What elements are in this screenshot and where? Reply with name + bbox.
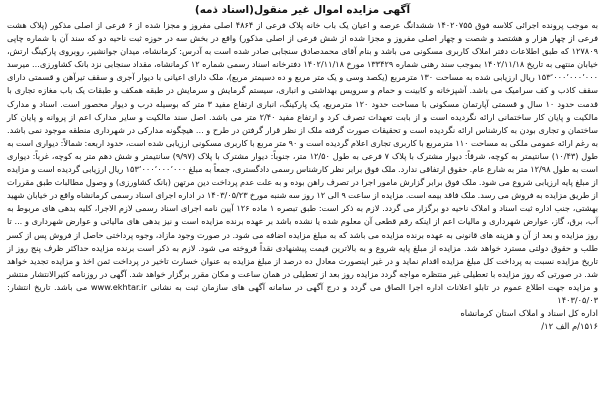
- notice-title: آگهی مزایده اموال غیر منقول(اسناد ذمه): [194, 4, 411, 16]
- issuing-office: اداره کل اسناد و املاک استان کرمانشاه: [460, 308, 598, 319]
- notice-body: به موجب پرونده اجرائی کلاسه فوق ۱۴۰۲۰۷۵۵ ششدانگ عرصه و اعیان یک باب خانه پلاک فرعی از ۴۸۶۴ اصلی مفروز و مجزا شده از ۶ فرعی از اصلی مذکور (پلاک هشت فرعی از چهار هزار و هشتصد و شصت و چهار اصلی مفروز و مجزا شده از شش فرعی از اصلی مذکور) واقع در بخش سه در حوزه ثبت ناحیه دو که سند آن با شماره چاپی ۱۲۷۸۰۹ که طبق اطلاعات دفتر املاک کاربری مسکونی می باشد و بنام آقای محمدصادق سنجابی صادر شده است به آدرس: کرمانشاه، میدان جوانشیر، روبروی پارکینگ ارتش، خیابان منتهی به تاریخ ۱۴۰۲/۱۱/۱۸ بموجب سند رهنی شماره ۱۳۳۴۲۹ مورخ ۱۴۰۲/۱۱/۱۸ دفترخانه اسناد رسمی شماره ۱۲ کرمانشاه، مقداد سنجابی نزد بانک کشاورزی... میرسد ۱۵۳٬۰۰۰٬۰۰۰٬۰۰۰ ریال ارزیابی شده به مساحت ۱۳۰ مترمربع (یکصد وسی و یک متر مربع و ده دسیمتر مربع)، ملک دارای اعیانی با دیوار آجری و سقف تیرآهن و قسمتی دارای سقف کاذب و کف سرامیک می باشد. آشپزخانه و کابینت و حمام و سرویس بهداشتی و انباری، سیستم گرمایش و سرمایش در طبقه همکف و طبقات یک باب مغازه تجاری با قدمت حدود ۱۰ سال و قسمتی آپارتمان مسکونی با مساحت حدود ۱۲۰ مترمربع، یک پارکینگ، انباری ارتفاع مفید ۳ متر که بوسیله درب و دیوار محصور است. اسناد و مدارک مالکیت و پایان کار ساختمانی ارائه نگردیده است و از بابت تعهدات تصرف کرد و ارتفاع مفید ۲/۴۰ متر می باشد. اصل سند مالکیت و سایر مدارک اعم از پروانه و پایان کار ساختمان و تجاری بودن به کارشناس ارائه نگردیده است و تحقیقات صورت گرفته ملک از نظر قرار گرفتن در طرح و ... هیچگونه مدارکی در شهرداری منطقه موجود نمی باشد. به رغم ارائه عمومی ملکی به مساحت ۱۱۰ مترمربع با کاربری تجاری اعلام گردیده است و ۹۰ متر مربع با کاربری مسکونی ارزیابی شده است، حدود اربعه: شمالاً: دیواری است به طول (۱۰/۴۳) سانتیمتر به کوچه، شرقاً: دیوار مشترک با پلاک ۷ فرعی به طول ۱۲/۵۰ متر، جنوباً: دیوار مشترک با پلاک (۹/۹۷) سانتیمتر و شش دهم متر به کوچه، غرباً: دیواری است به طول ۱۲/۹۸ متر به شارع عام. حقوق ارتفاقی ندارد. ملک فوق برابر نظر کارشناس رسمی دادگستری، جمعاً به مبلغ ۱۵۳٬۰۰۰٬۰۰۰٬۰۰۰ ریال ارزیابی گردیده است و مزایده از مبلغ پایه ارزیابی شروع می شود. ملک فوق برابر گزارش مامور اجرا در تصرف راهن بوده و به علت عدم پرداخت دین مرتهن (بانک کشاورزی) و وصول مطالبات طبق مقررات از طریق مزایده به فروش می رسد. ملک فاقد بیمه است. مزایده از ساعت ۹ الی ۱۲ روز سه شنبه مورخ ۱۴۰۳/۰۵/۲۳ در اداره اجرای اسناد رسمی کرمانشاه واقع در خیابان شهید بهشتی، جنب اداره ثبت اسناد و املاک ناحیه دو برگزار می گردد. لازم به ذکر است: طبق تبصره ۱ ماده ۱۲۶ آیین نامه اجرای اسناد رسمی لازم الاجرا، کلیه بدهی های مربوط به آب، برق، گاز، عوارض شهرداری و مالیات اعم از اینکه رقم قطعی آن معلوم شده یا نشده باشد بر عهده برنده مزایده است و نیز بدهی های مالیاتی و عوارض شهرداری و ... تا روز مزایده و بعد از آن و هزینه های قانونی به عهده برنده مزایده می باشد که به مبلغ مزایده اضافه می شود. در صورت وجود مازاد، وجوه پرداختی حاصل از فروش پس از کسر طلب و حقوق دولتی مسترد خواهد شد. مزایده از مبلغ پایه شروع و به بالاترین قیمت پیشنهادی نقداً فروخته می شود. لازم به ذکر است برنده مزایده حداکثر ظرف پنج روز از تاریخ مزایده نسبت به پرداخت کل مبلغ مزایده اقدام نماید و در غیر اینصورت معادل ده درصد از مبلغ مزایده به عنوان خسارت تاخیر در پرداخت ثمن اخذ و مزایده تجدید خواهد شد. در صورتی که روز مزایده با تعطیلی غیر منتظره مواجه گردد مزایده روز بعد از تعطیلی در همان ساعت و مکان مقرر برگزار خواهد شد. آگهی در روزنامه کثیرالانتشار منتشر و مزایده جهت اطلاع عموم در تابلو اعلانات اداره اجرا الصاق می گردد و درج آگهی در سامانه آگهی های سازمان ثبت به نشانی www.ekhtar.ir می باشد. تاریخ انتشار: ۱۴۰۳/۰۵/۰۳: [7, 20, 599, 305]
- notice-code: ۱۵۱۶/م الف ۱۲/: [541, 321, 598, 332]
